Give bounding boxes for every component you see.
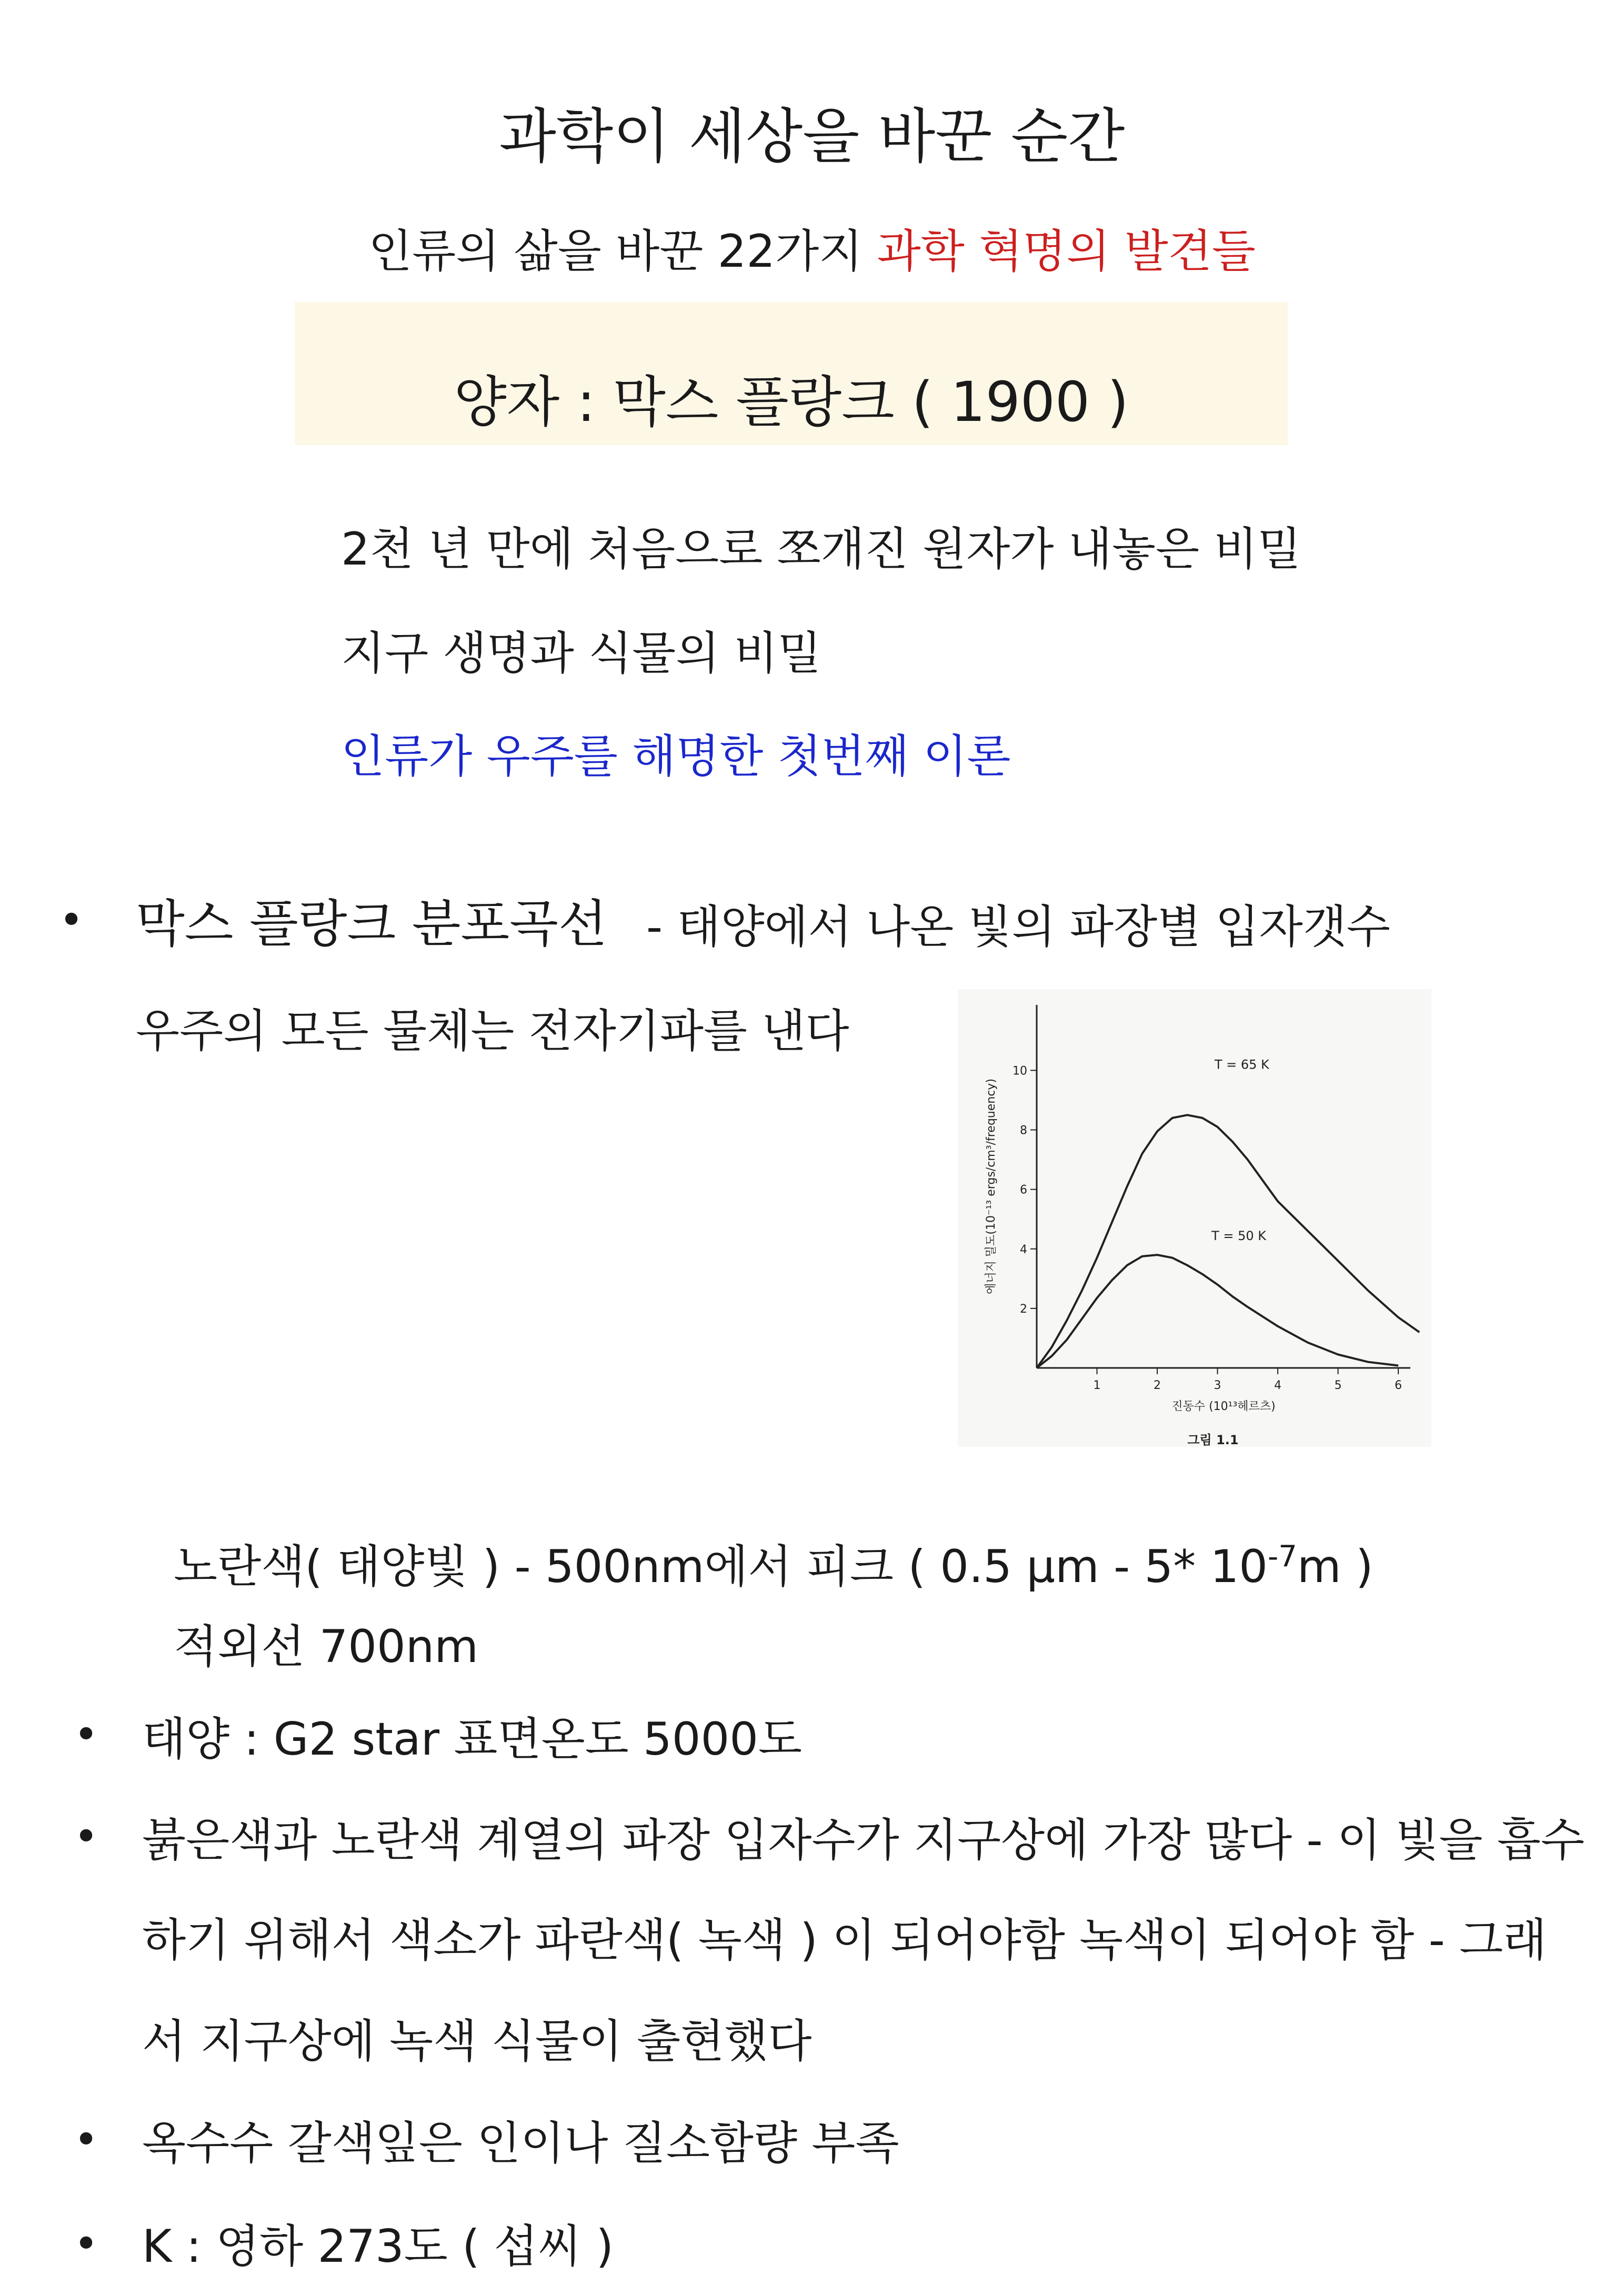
bullet-2-text: 태양 : G2 star 표면온도 5000도: [142, 1713, 802, 1766]
x-tick-label: 3: [1214, 1379, 1221, 1392]
bullet-1-heading: 막스 플랑크 분포곡선: [136, 894, 607, 953]
y-tick-label: 10: [1013, 1064, 1027, 1078]
bullet-1-rest: - 태양에서 나온 빛의 파장별 입자갯수: [646, 901, 1390, 953]
intro-line-1: 2천 년 만에 처음으로 쪼개진 원자가 내놓은 비밀: [341, 523, 1301, 576]
y-axis-label: 에너지 밀도(10⁻¹³ ergs/cm³/frequency): [985, 1079, 998, 1294]
x-tick-label: 5: [1334, 1379, 1342, 1392]
intro-line-2: 지구 생명과 식물의 비밀: [341, 627, 821, 680]
yellow-light-line: [174, 1530, 1374, 1595]
series-label-2: T = 50 K: [1211, 1228, 1267, 1243]
y-tick-label: 8: [1020, 1124, 1027, 1137]
bullet-marker: •: [74, 2115, 99, 2164]
yellow-light-unit: m ): [1297, 1540, 1374, 1593]
bullet-marker: •: [74, 2219, 99, 2268]
bullet-marker: •: [74, 1812, 99, 1861]
figure-caption: 그림 1.1: [1187, 1433, 1239, 1447]
x-tick-label: 1: [1093, 1379, 1101, 1392]
infrared-line: 적외선 700nm: [174, 1620, 478, 1673]
x-tick-label: 6: [1395, 1379, 1402, 1392]
intro-line-3: 인류가 우주를 해명한 첫번째 이론: [341, 730, 1011, 783]
bullet-3-line-2: 하기 위해서 색소가 파란색( 녹색 ) 이 되어야함 녹색이 되어야 함 - 그래: [142, 1914, 1547, 1967]
y-tick-label: 2: [1020, 1302, 1027, 1316]
yellow-light-text: 노란색( 태양빛 ) - 500nm에서 피크 ( 0.5 μm - 5* 10: [174, 1540, 1268, 1593]
planck-graph-svg: [958, 989, 1431, 1447]
subtitle-highlight: 과학 혁명의 발견들: [877, 225, 1256, 278]
bullet-1-line-2: 우주의 모든 물체는 전자기파를 낸다: [136, 1005, 849, 1058]
document-title: 과학이 세상을 바꾼 순간: [499, 103, 1125, 171]
yellow-light-exponent: -7: [1268, 1539, 1297, 1574]
x-tick-label: 2: [1154, 1379, 1161, 1392]
x-axis-label: 진동수 (10¹³헤르츠): [1171, 1400, 1276, 1413]
bullet-marker: •: [74, 1710, 99, 1759]
y-tick-label: 4: [1020, 1243, 1027, 1256]
bullet-3-line-3: 서 지구상에 녹색 식물이 출현했다: [142, 2015, 812, 2068]
planck-distribution-graph: [958, 989, 1431, 1447]
x-tick-label: 4: [1274, 1379, 1282, 1392]
y-tick-label: 6: [1020, 1183, 1027, 1197]
bullet-marker: •: [59, 895, 84, 944]
subtitle: [0, 215, 1624, 280]
subtitle-plain: 인류의 삶을 바꾼 22가지: [368, 225, 877, 278]
bullet-4-text: 옥수수 갈색잎은 인이나 질소함량 부족: [142, 2117, 899, 2170]
series-label-1: T = 65 K: [1214, 1057, 1269, 1072]
bullet-5-text: K : 영하 273도 ( 섭씨 ): [142, 2220, 614, 2273]
topic-banner-text: 양자 : 막스 플랑크 ( 1900 ): [454, 370, 1129, 434]
bullet-3-line-1: 붉은색과 노란색 계열의 파장 입자수가 지구상에 가장 많다 - 이 빛을 흡수: [142, 1814, 1585, 1867]
